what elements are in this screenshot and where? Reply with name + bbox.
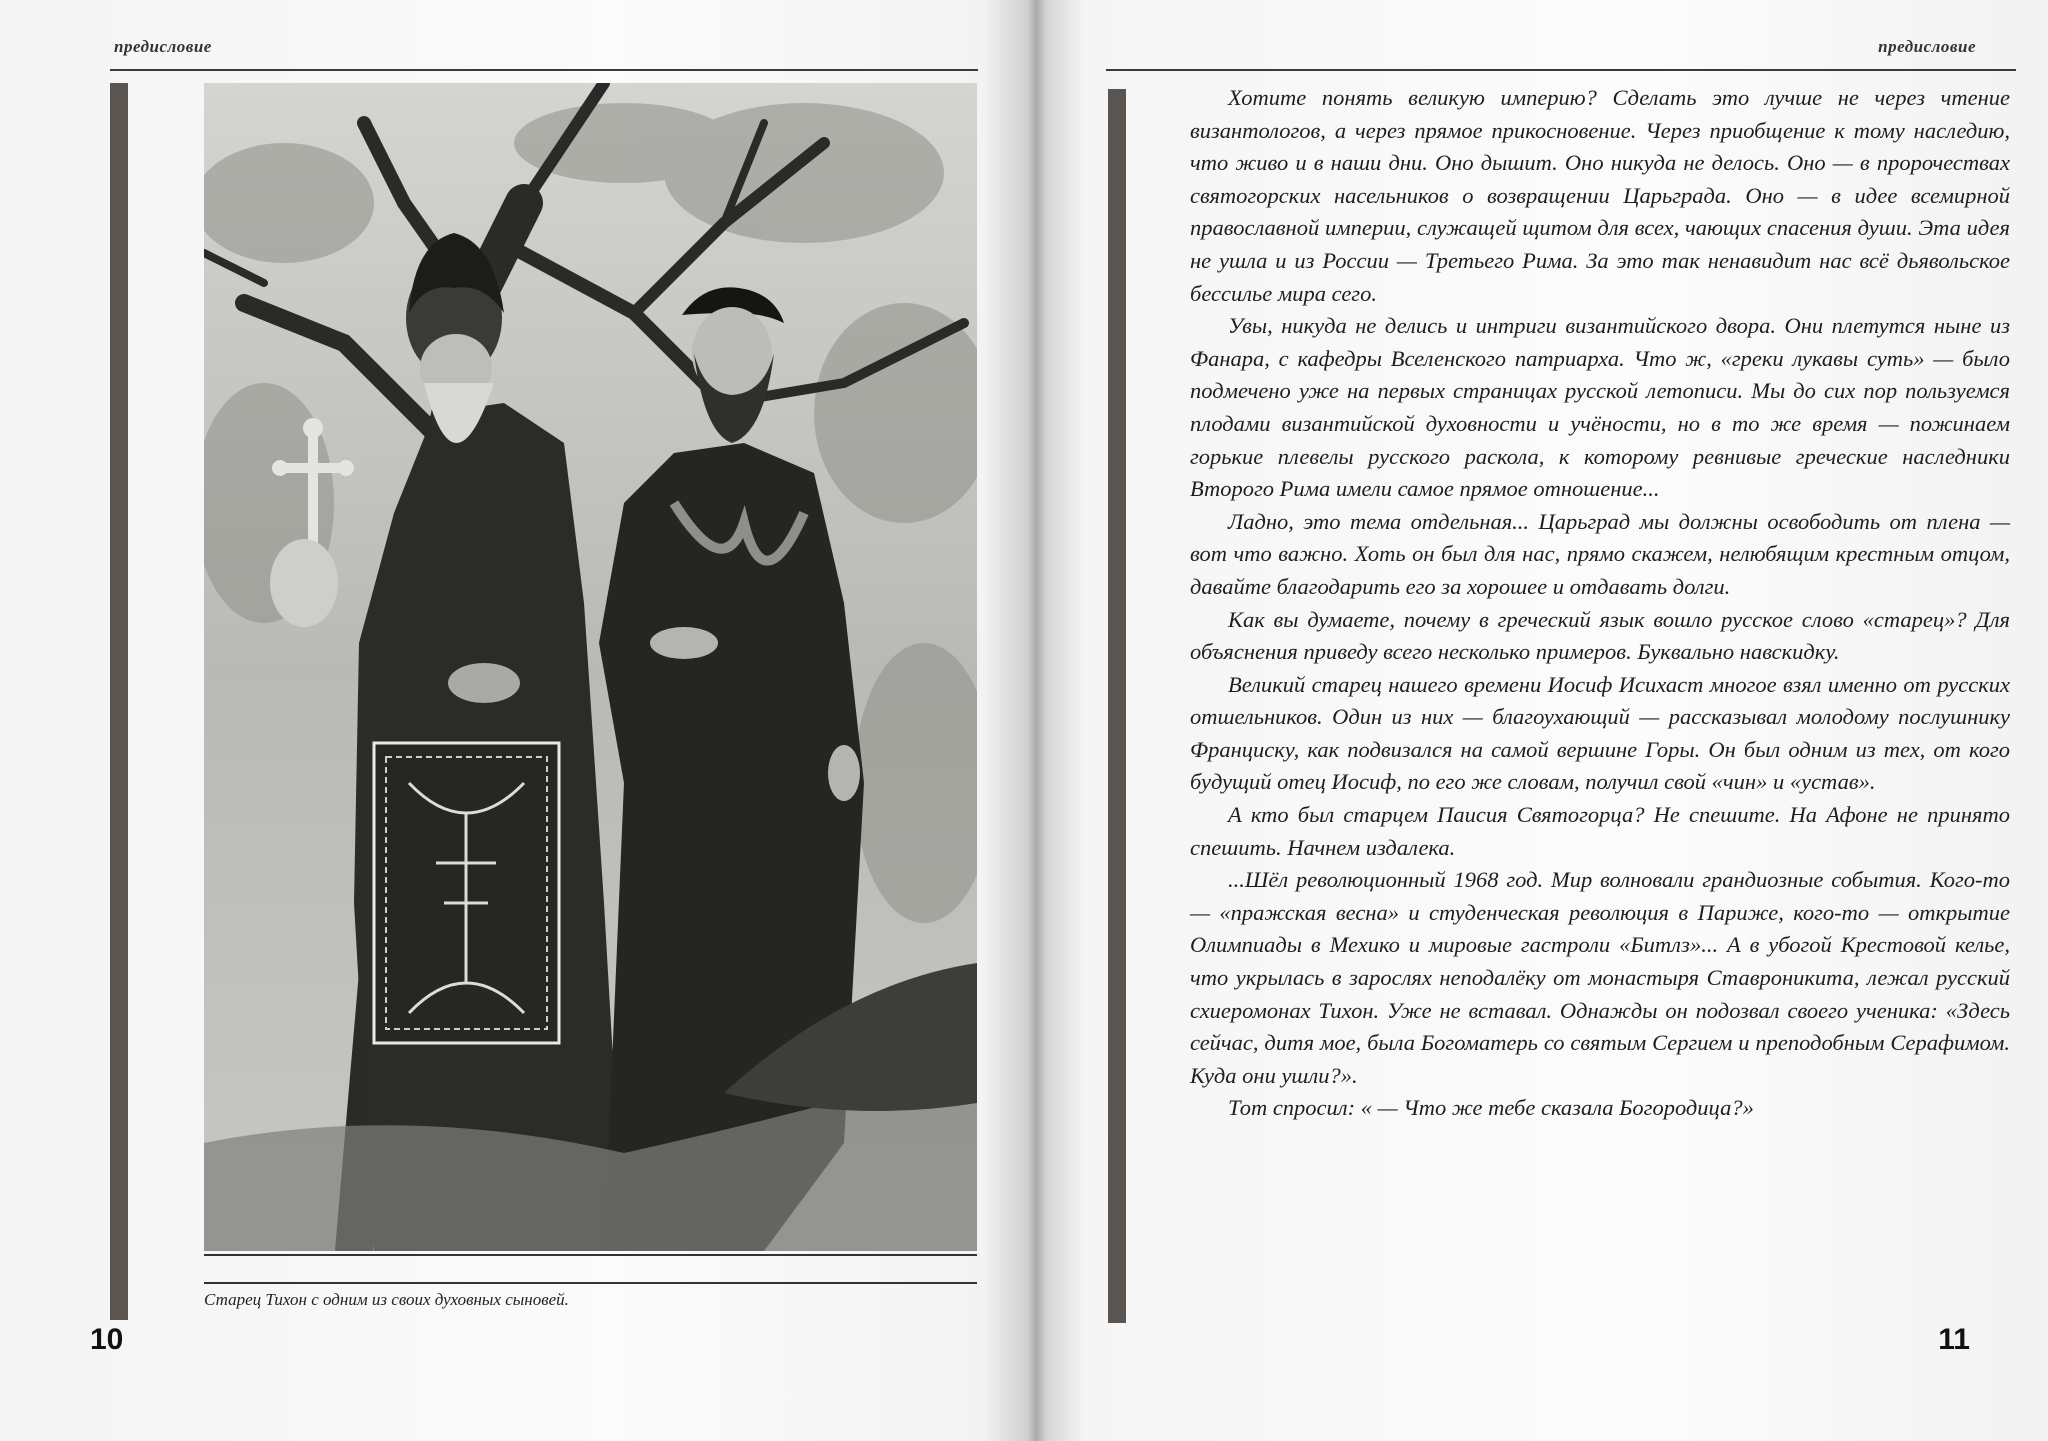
left-running-head: предисловие: [114, 37, 212, 56]
right-running-head: предисловие: [1878, 37, 1976, 56]
caption-rule-top: [204, 1254, 977, 1256]
right-page-number: 11: [1938, 1323, 1970, 1356]
paragraph: Великий старец нашего времени Иосиф Исихаст многое взял именно от русских отшельников. Один из них — благоухающий — рассказывал молодому послушнику Франциску, как подвизался на самой вершине Горы. Он был одним из тех, от кого будущий отец Иосиф, по его же словам, получил свой «чин» и «устав».: [1190, 671, 2010, 795]
caption-rule-bottom: [204, 1282, 977, 1284]
paragraph: Тот спросил: « — Что же тебе сказала Богородица?»: [1228, 1095, 1754, 1121]
paragraph: ...Шёл революционный 1968 год. Мир волновали грандиозные события. Кого-то — «пражская весна» и студенческая революция в Париже, кого-то — открытие Олимпиады в Мехико и мировые гастроли «Битлз»... А в убогой Крестовой келье, что укрылась в зарослях неподалёку от монастыря Ставроникита, лежал русский схиеромонах Тихон. Уже не вставал. Однажды он подозвал своего ученика: «Здесь сейчас, дитя мое, была Богоматерь со святым Сергием и преподобным Серафимом. Куда они ушли?».: [1190, 867, 2010, 1088]
left-page: [0, 0, 1005, 1441]
paragraph: Ладно, это тема отдельная... Царьград мы должны освободить от плена — вот что важно. Хоть он был для нас, прямо скажем, нелюбящим крестным отцом, давайте благодарить его за хорошее и отдавать долги.: [1190, 508, 2010, 599]
right-page: [1043, 0, 2048, 1441]
left-header-rule: [110, 69, 978, 71]
photo-caption: Старец Тихон с одним из своих духовных сыновей.: [204, 1290, 569, 1309]
paragraph: Как вы думаете, почему в греческий язык вошло русское слово «старец»? Для объяснения приведу всего несколько примеров. Буквально навскидку.: [1190, 606, 2010, 665]
right-header-rule: [1106, 69, 2016, 71]
paragraph: Хотите понять великую империю? Сделать это лучше не через чтение византологов, а через прямое прикосновение. Через приобщение к тому наследию, что живо и в наши дни. Оно дышит. Оно никуда не делось. Оно — в пророчествах святогорских насельников о возвращении Царьграда. Оно — в идее всемирной православной империи, служащей щитом для всех, чающих спасения души. Эта идея не ушла и из России — Третьего Рима. За это так ненавидит нас всё дьявольское бессилье мира сего.: [1190, 85, 2010, 306]
right-side-bar: [1108, 89, 1126, 1323]
paragraph: Увы, никуда не делись и интриги византийского двора. Они плетутся ныне из Фанара, с кафедры Вселенского патриарха. Что ж, «греки лукавы суть» — было подмечено уже на первых страницах русской летописи. Мы до сих пор пользуемся плодами византийской духовности и учёности, но в то же время — пожинаем горькие плевелы русского раскола, к которому ревнивые греческие наследники Второго Рима имели самое прямое отношение...: [1190, 313, 2010, 502]
monk-photograph: [204, 83, 977, 1251]
paragraph: А кто был старцем Паисия Святогорца? Не спешите. На Афоне не принято спешить. Начнем издалека.: [1190, 802, 2010, 860]
left-page-number: 10: [90, 1323, 124, 1356]
body-text: [1190, 82, 2010, 1125]
left-side-bar: [110, 83, 128, 1320]
